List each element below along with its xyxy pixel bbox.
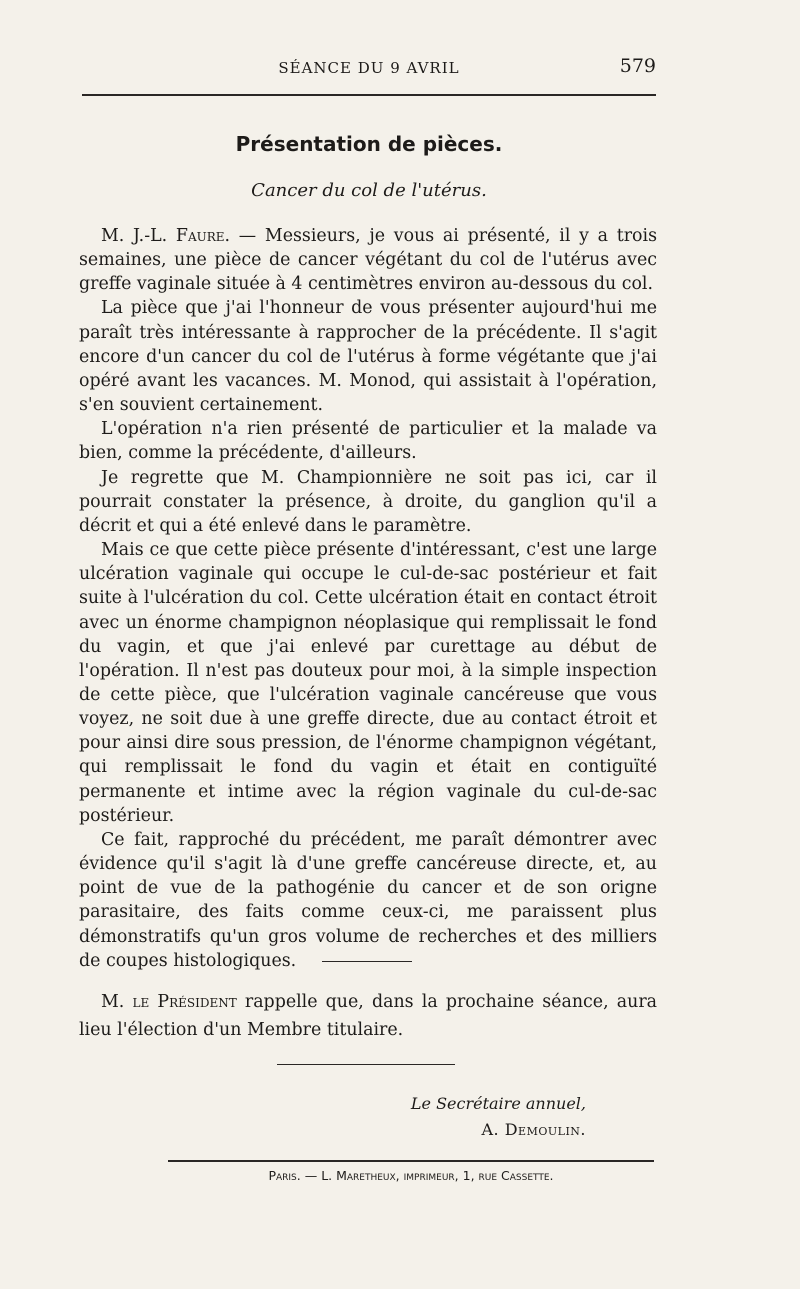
running-header (82, 55, 656, 85)
footer-rule (168, 1160, 654, 1162)
speaker-name: M. J.-L. Faure. (101, 226, 231, 246)
paragraph-text: — Messieurs, je vous ai présenté, il y a trois semaines, une pièce de cancer végétant du col de l'utérus avec greffe vaginale située à 4 centimètres environ au-dessous du col. (79, 226, 657, 295)
paragraph: Mais ce que cette pièce présente d'intéressant, c'est une large ulcération vaginale qui occupe le cul-de-sac postérieur et fait suite à l'ulcération du col. Cette ulcération était en contact étroit avec un énorme champignon néoplasique qui remplissait le fond du vagin, et que j'ai enlevé par curettage au début de l'opération. Il n'est pas douteux pour moi, à la simple inspection de cette pièce, que l'ulcération vaginale cancéreuse que vous voyez, ne soit due à une greffe directe, due au contact étroit et pour ainsi dire sous pression, de l'énorme champignon végétant, qui remplissait le fond du vagin et était en contiguïté permanente et intime avec la région vaginale du cul-de-sac postérieur. (79, 540, 657, 826)
running-title: SÉANCE DU 9 AVRIL (278, 59, 460, 77)
paragraph: Je regrette que M. Championnière ne soit pas ici, car il pourrait constater la présence, à droite, du ganglion qu'il a décrit et qui a été enlevé dans le paramètre. (79, 467, 657, 536)
president-label: M. le Président (101, 992, 237, 1012)
printer-imprint: Paris. — L. Maretheux, imprimeur, 1, rue Cassette. (268, 1168, 554, 1183)
paragraph: L'opération n'a rien présenté de particulier et la malade va bien, comme la précédente, d'ailleurs. (79, 419, 657, 464)
announcement (79, 988, 657, 1044)
subtitle: Cancer du col de l'utérus. (251, 180, 487, 201)
paragraph: Ce fait, rapproché du précédent, me paraît démontrer avec évidence qu'il s'agit là d'une greffe cancéreuse directe, et, au point de vue de la pathogénie du cancer et de son origne parasitaire, des faits comme ceux-ci, me paraissent plus démonstratifs qu'un gros volume de recherches et des milliers de coupes histologiques. (79, 829, 657, 971)
signature-name: A. Demoulin. (481, 1120, 586, 1139)
signature-role: Le Secrétaire annuel, (410, 1094, 586, 1113)
separator-rule (277, 1064, 455, 1065)
announcement-paragraph (79, 988, 657, 1044)
paragraph: La pièce que j'ai l'honneur de vous présenter aujourd'hui me paraît très intéressante à rapprocher de la précédente. Il s'agit encore d'un cancer du col de l'utérus à forme végétante que j'ai opéré avant les vacances. M. Monod, qui assistait à l'opération, s'en souvient certainement. (79, 298, 657, 416)
header-rule (82, 94, 656, 96)
page-number: 579 (619, 55, 656, 77)
separator-rule (322, 961, 412, 962)
body-text (79, 224, 657, 973)
paragraph (79, 224, 657, 296)
section-title: Présentation de pièces. (235, 132, 503, 156)
announcement-text: rappelle que, dans la prochaine séance, aura lieu l'élection d'un Membre titulaire. (79, 992, 658, 1040)
